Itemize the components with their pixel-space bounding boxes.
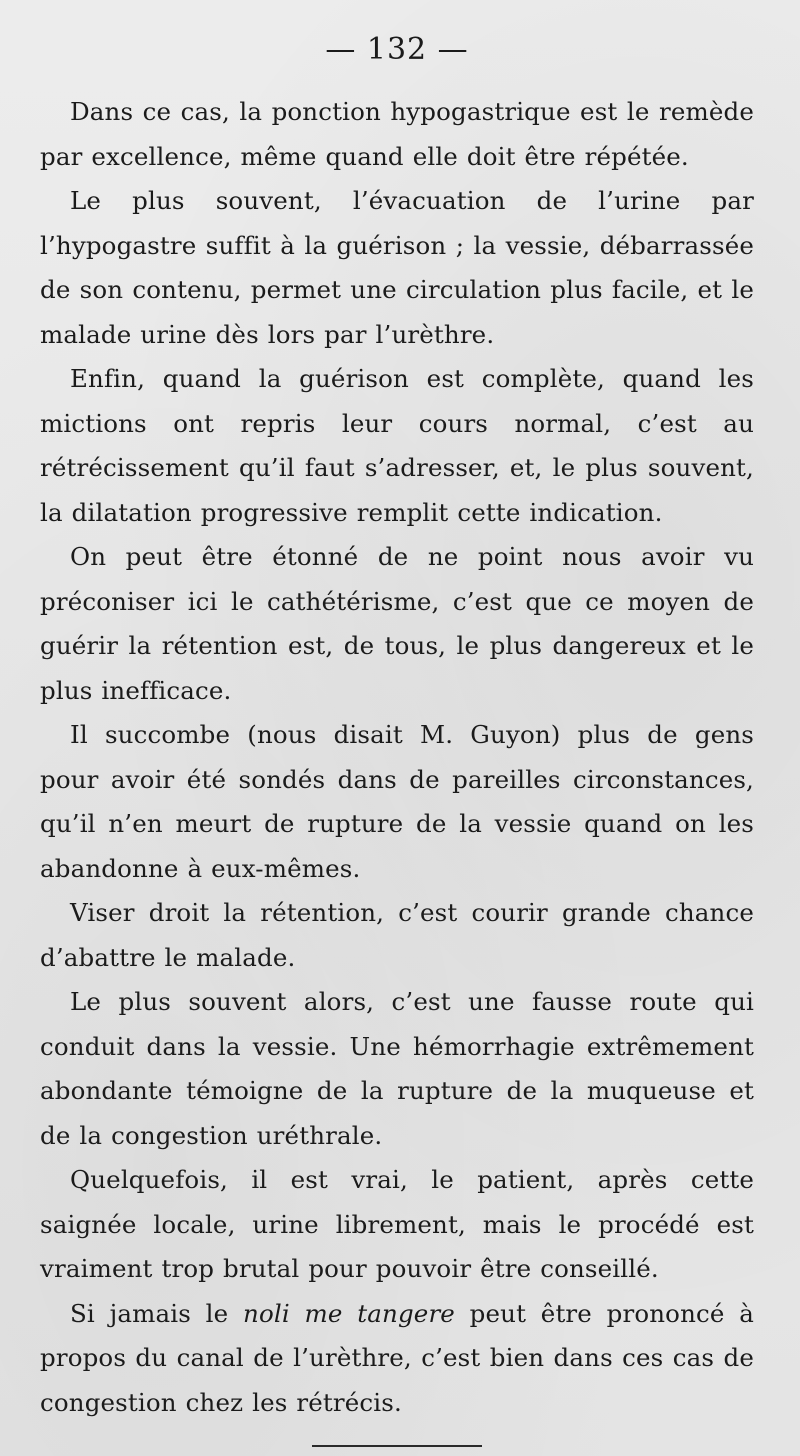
paragraph-5: Il succombe (nous disait M. Guyon) plus de gens pour avoir été sondés dans de pareilles circonstances, qu’il n’en meurt de rupture de la vessie quand on les abandonne à eux-mêmes. — [40, 720, 754, 883]
paragraph-7: Le plus souvent alors, c’est une fausse route qui conduit dans la vessie. Une hémorrhagie extrêmement abondante témoigne de la rupture de la muqueuse et de la congestion uréthrale. — [40, 987, 754, 1150]
paragraph-1: Dans ce cas, la ponction hypogastrique est le remède par excellence, même quand elle doit être répétée. — [40, 97, 754, 171]
page-number: — 132 — — [325, 32, 469, 67]
paragraph-3: Enfin, quand la guérison est complète, quand les mictions ont repris leur cours normal, c’est au rétrécissement qu’il faut s’adresser, et, le plus souvent, la dilatation progressive remplit cette indication. — [40, 364, 754, 527]
paragraph-8: Quelquefois, il est vrai, le patient, après cette saignée locale, urine librement, mais le procédé est vraiment trop brutal pour pouvoir être conseillé. — [40, 1165, 754, 1283]
paragraph-9-after: peut être prononcé à propos du canal de l’urèthre, c’est bien dans ces cas de congestion chez les rétrécis. — [40, 1298, 754, 1417]
paragraph-2: Le plus souvent, l’évacuation de l’urine par l’hypogastre suffit à la guérison ; la vessie, débarrassée de son contenu, permet une circulation plus facile, et le malade urine dès lors par l’urèthre. — [40, 186, 754, 349]
paragraph-6: Viser droit la rétention, c’est courir grande chance d’abattre le malade. — [40, 898, 754, 972]
paragraph-9 — [40, 1292, 754, 1426]
paragraph-9-before: Si jamais le — [70, 1298, 244, 1328]
end-rule — [312, 1445, 482, 1447]
latin-phrase: noli me tangere — [243, 1298, 455, 1328]
paragraph-4: On peut être étonné de ne point nous avoir vu préconiser ici le cathétérisme, c’est que ce moyen de guérir la rétention est, de tous, le plus dangereux et le plus inefficace. — [40, 542, 754, 705]
